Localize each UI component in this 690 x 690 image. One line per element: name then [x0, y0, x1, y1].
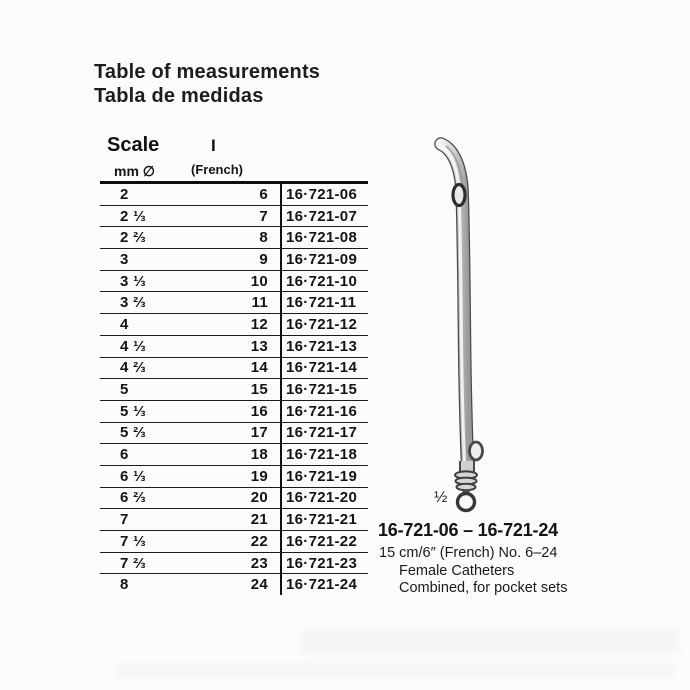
cell-mm: 7 ⅓ — [100, 531, 220, 553]
table-row — [100, 314, 368, 336]
cell-french: 10 — [220, 270, 281, 292]
cell-catalog-number: 16·721-07 — [281, 205, 368, 227]
cell-french: 22 — [220, 531, 281, 553]
table-row — [100, 509, 368, 531]
catheter-collar-rib — [457, 484, 476, 490]
table-row — [100, 183, 368, 206]
table-scale-heading: Scale — [107, 134, 160, 156]
figure-caption-size: 15 cm/6″ (French) No. 6–24 — [379, 545, 558, 561]
cell-mm: 3 ⅔ — [100, 292, 220, 314]
table-row — [100, 249, 368, 271]
table-row — [100, 400, 368, 422]
page-title-es: Tabla de medidas — [94, 85, 264, 107]
cell-catalog-number: 16·721-17 — [281, 422, 368, 444]
figure-scale-note: ½ — [434, 489, 448, 506]
cell-catalog-number: 16·721-24 — [281, 574, 368, 595]
cell-catalog-number: 16·721-20 — [281, 487, 368, 509]
cell-french: 12 — [220, 314, 281, 336]
cell-catalog-number: 16·721-19 — [281, 465, 368, 487]
table-row — [100, 552, 368, 574]
cell-catalog-number: 16·721-14 — [281, 357, 368, 379]
table-row — [100, 465, 368, 487]
catheter-terminal-ring — [458, 494, 475, 511]
figure-caption-product-name: Female Catheters — [399, 563, 515, 579]
page-showthrough — [115, 662, 675, 678]
cell-catalog-number: 16·721-16 — [281, 400, 368, 422]
cell-french: 23 — [220, 552, 281, 574]
cell-french: 20 — [220, 487, 281, 509]
cell-mm: 3 — [100, 249, 220, 271]
cell-mm: 2 — [120, 185, 129, 203]
cell-mm: 3 ⅓ — [100, 270, 220, 292]
cell-mm: 5 ⅔ — [100, 422, 220, 444]
cell-catalog-number: 16·721-06 — [281, 183, 368, 206]
cell-mm: 7 — [100, 509, 220, 531]
cell-mm: 4 ⅔ — [100, 357, 220, 379]
cell-french: 18 — [220, 444, 281, 466]
cell-mm: 4 — [100, 314, 220, 336]
cell-catalog-number: 16·721-15 — [281, 379, 368, 401]
cell-french: 17 — [220, 422, 281, 444]
cell-catalog-number: 16·721-18 — [281, 444, 368, 466]
cell-catalog-number: 16·721-22 — [281, 531, 368, 553]
measurements-table — [100, 181, 368, 595]
cell-mm: 2 ⅔ — [100, 227, 220, 249]
catheter-side-ring — [470, 442, 483, 460]
page-title — [94, 60, 320, 108]
table-row — [100, 487, 368, 509]
figure-caption-description: Combined, for pocket sets — [399, 580, 568, 596]
table-column-mark: I — [211, 136, 216, 155]
page-title-en: Table of measurements — [94, 61, 321, 83]
table-row — [100, 270, 368, 292]
table-row — [100, 227, 368, 249]
cell-mm: 6 ⅓ — [100, 465, 220, 487]
cell-french: 11 — [220, 292, 281, 314]
cell-mm: 6 — [100, 444, 220, 466]
cell-french: 9 — [220, 249, 281, 271]
cell-french: 24 — [220, 574, 281, 595]
table-row — [100, 444, 368, 466]
cell-mm: 5 ⅓ — [100, 400, 220, 422]
table-row — [100, 205, 368, 227]
cell-french: 13 — [220, 335, 281, 357]
cell-catalog-number: 16·721-10 — [281, 270, 368, 292]
cell-french: 14 — [220, 357, 281, 379]
table-french-label: (French) — [191, 162, 243, 177]
cell-french: 19 — [220, 465, 281, 487]
cell-french: 21 — [220, 509, 281, 531]
cell-catalog-number: 16·721-09 — [281, 249, 368, 271]
catheter-eyelet — [453, 185, 465, 206]
female-catheter-illustration — [420, 133, 498, 515]
measurements-table-body — [100, 183, 368, 596]
cell-catalog-number: 16·721-12 — [281, 314, 368, 336]
cell-french: 15 — [220, 379, 281, 401]
cell-mm: 6 ⅔ — [100, 487, 220, 509]
cell-mm: 2 ⅓ — [100, 205, 220, 227]
table-row — [100, 379, 368, 401]
table-row — [100, 574, 368, 595]
table-row — [100, 422, 368, 444]
table-mm-unit-label: mm ∅ — [114, 163, 155, 179]
cell-french: 8 — [220, 227, 281, 249]
cell-mm: 5 — [100, 379, 220, 401]
figure-caption-catalog-range: 16-721-06 – 16-721-24 — [378, 520, 558, 540]
table-row — [100, 357, 368, 379]
cell-french: 7 — [220, 205, 281, 227]
cell-catalog-number: 16·721-08 — [281, 227, 368, 249]
table-row — [100, 335, 368, 357]
cell-catalog-number: 16·721-23 — [281, 552, 368, 574]
cell-mm: 4 ⅓ — [100, 335, 220, 357]
cell-catalog-number: 16·721-11 — [281, 292, 368, 314]
table-row — [100, 531, 368, 553]
cell-mm: 7 ⅔ — [100, 552, 220, 574]
page-showthrough — [300, 628, 680, 654]
cell-catalog-number: 16·721-13 — [281, 335, 368, 357]
cell-french: 6 — [259, 185, 268, 203]
cell-mm: 8 — [100, 574, 220, 595]
table-row — [100, 292, 368, 314]
cell-french: 16 — [220, 400, 281, 422]
cell-catalog-number: 16·721-21 — [281, 509, 368, 531]
